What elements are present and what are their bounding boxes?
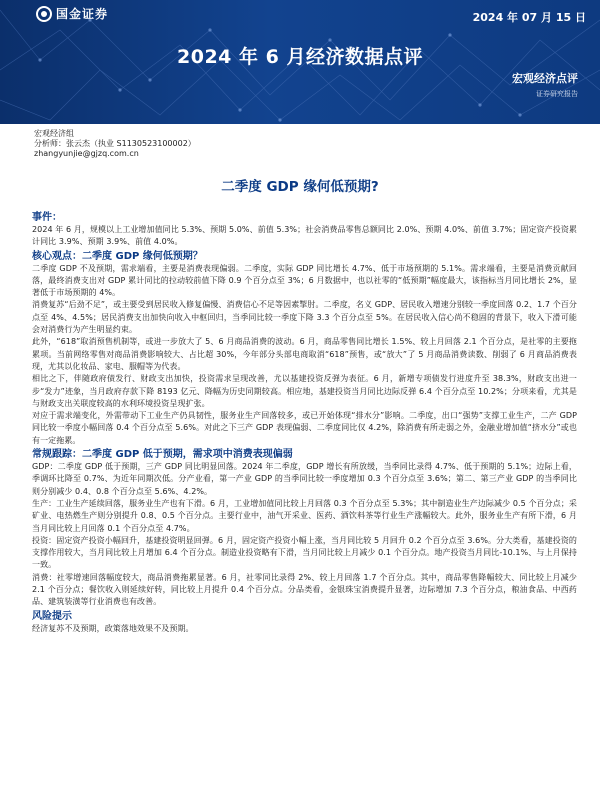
core-paragraph: 此外，“618”取消预售机制等，或进一步放大了 5、6 月商品消费的波动。6 月，商品零售同比增长 1.5%、较上月回落 2.1 个百分点，是社零的主要拖累项。当前网络零售对商品消费影响较大、占比超 30%，今年部分头部电商取消“618”预售，或“放大”了 5 月商品消费读数、削弱了 6 月商品消费表现，尤其以化妆品、家电、服帽等为代表。 (32, 337, 577, 371)
logo-icon (36, 6, 52, 22)
header-banner (0, 0, 600, 124)
logo-text: 国金证券 (56, 7, 109, 21)
report-date: 2024 年 07 月 15 日 (472, 11, 586, 24)
tracking-paragraph: GDP：二季度 GDP 低于预期，三产 GDP 同比明显回落。2024 年二季度，GDP 增长有所放缓，当季同比录得 4.7%、低于预期的 5.1%；边际上看，季调环比降至 0.7%、为近年同期次低。分产业看，第一产业 GDP 的当季同比较一季度增加 0.3 个百分点至 3.6%；第二、第三产业 GDP 的当季同比则分别减少 0.4、0.8 个百分点至 5.6%、4.2%。 (32, 462, 577, 496)
event-paragraph: 2024 年 6 月，规模以上工业增加值同比 5.3%、预期 5.0%、前值 5.3%；社会消费品零售总额同比 2.0%、预期 4.0%、前值 3.7%；固定资产投资累计同比 3.9%、预期 3.9%、前值 4.0%。 (32, 225, 577, 247)
article-headline: 二季度 GDP 缘何低预期? (221, 179, 379, 195)
report-type: 宏观经济点评 (512, 72, 578, 85)
author-analyst: 分析师：张云杰（执业 S1130523100002） (34, 139, 196, 148)
article-body (32, 211, 577, 635)
core-paragraph: 对应于需求端变化，外需带动下工业生产仍具韧性，服务业生产回落较多，或已开始体现“排水分”影响。二季度，出口“强势”支撑工业生产，二产 GDP 同比较一季度小幅回落 0.4 个百分点至 5.6%。对此之下三产 GDP 表现偏弱、二季度同比仅 4.2%，除消费有所走弱之外，金融业增加值“挤水分”或也有一定拖累。 (32, 411, 577, 445)
tracking-paragraph: 投资：固定资产投资小幅回升，基建投资明显回弹。6 月，固定资产投资小幅上涨，当月同比较 5 月回升 0.2 个百分点至 3.6%。分大类看，基建投资的支撑作用较大，当月同比较上月增加 6.4 个百分点。制造业投资略有下滑，当月同比较上月减少 0.1 个百分点。地产投资当月同比-10.1%、与上月保持一致。 (32, 535, 577, 570)
report-subtype: 证券研究报告 (536, 90, 578, 98)
risk-heading: 风险提示 (32, 610, 72, 622)
core-paragraph: 相比之下，伴随政府债发行、财政支出加快，投资需求呈现改善，尤以基建投资反弹为表征。6 月，新增专项债发行进度升至 38.3%，财政支出进一步“发力”迹象，当月政府存款下降 8193 亿元、降幅为历史同期较高。相应地，基建投资当月同比边际反弹 6.4 个百分点至 10.2%；分项来看，尤其是与财政支出关联度较高的水利环境投资呈现扩张。 (32, 374, 577, 408)
core-paragraph: 二季度 GDP 不及预期，需求端看，主要是消费表现偏弱。二季度，实际 GDP 同比增长 4.7%、低于市场预期的 5.1%。需求端看，主要是消费贡献回落，最终消费支出对 GDP 累计同比的拉动较前值下降 0.9 个百分点至 3%；6 月数据中，也以社零的“低预期”幅度最大，该指标当月同比增长 2%，显著低于市场预期的 4%。 (32, 263, 577, 298)
logo (36, 5, 108, 22)
tracking-paragraph: 生产：工业生产延续回落，服务业生产也有下滑。6 月，工业增加值同比较上月回落 0.3 个百分点至 5.3%；其中制造业生产边际减少 0.5 个百分点；采矿业、电热燃生产则分别提升 0.8、0.5 个百分点。主要行业中，油气开采业、医药、酒饮料茶等行业生产涨幅较大。此外，服务业生产有所下滑，6 月当月同比较上月回落 0.1 个百分点至 4.7%。 (32, 498, 577, 533)
event-heading: 事件： (32, 212, 62, 223)
core-paragraph: 消费复苏“后劲不足”，或主要受到居民收入修复偏慢、消费信心不足等因素掣肘。二季度，名义 GDP、居民收入增速分别较一季度回落 0.2、1.7 个百分点至 4%、4.5%；居民消费支出加快向收入中枢回归，当季同比较一季度下降 3.3 个百分点至 5%。在居民收入信心尚不稳固的背景下，收入下滑可能会对消费行为产生明显约束。 (32, 300, 577, 335)
author-block (34, 129, 196, 159)
author-email: zhangyunjie@gjzq.com.cn (34, 149, 139, 158)
core-heading: 核心观点：二季度 GDP 缘何低预期？ (32, 250, 203, 262)
report-title: 2024 年 6 月经济数据点评 (177, 46, 423, 68)
tracking-heading: 常规跟踪：二季度 GDP 低于预期，需求项中消费表现偏弱 (32, 449, 293, 461)
risk-paragraph: 经济复苏不及预期，政策落地效果不及预期。 (32, 623, 194, 633)
author-group: 宏观经济组 (34, 129, 74, 138)
tracking-paragraph: 消费：社零增速回落幅度较大，商品消费拖累显著。6 月，社零同比录得 2%、较上月回落 1.7 个百分点。其中，商品零售降幅较大、同比较上月减少 2.1 个百分点；餐饮收入则延续好转，同比较上月提升 0.4 个百分点。分品类看，金银珠宝消费提升显著，边际增加 7.3 个百分点，粮油食品、中西药品、建筑装潢等行业消费也有改善。 (32, 572, 577, 607)
